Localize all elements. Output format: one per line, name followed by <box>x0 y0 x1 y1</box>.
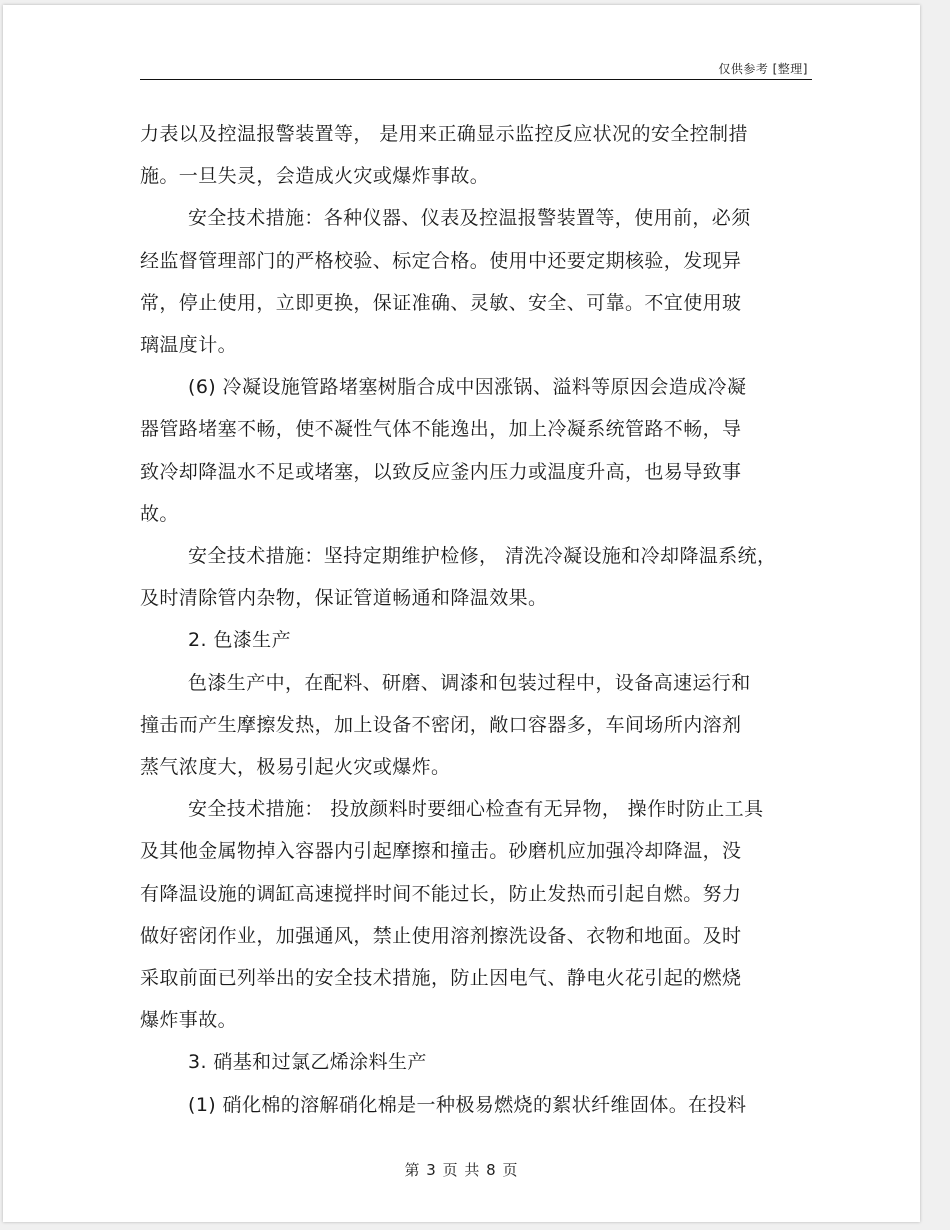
text-line: 色漆生产中，在配料、研磨、调漆和包装过程中，设备高速运行和 <box>188 672 751 694</box>
text-line: 故。 <box>140 503 179 525</box>
text-line: 常，停止使用，立即更换，保证准确、灵敏、安全、可靠。不宜使用玻 <box>140 292 742 314</box>
page-number-footer: 第 3 页 共 8 页 <box>404 1161 519 1179</box>
text-line: 力表以及控温报警装置等， 是用来正确显示监控反应状况的安全控制措 <box>140 123 748 145</box>
text-line: 安全技术措施：各种仪器、仪表及控温报警装置等，使用前，必须 <box>188 207 751 229</box>
text-line: 及时清除管内杂物，保证管道畅通和降温效果。 <box>140 587 548 609</box>
text-line: 璃温度计。 <box>140 334 238 356</box>
text-line: 安全技术措施：坚持定期维护检修， 清洗冷凝设施和冷却降温系统， <box>188 545 777 567</box>
text-line: 蒸气浓度大，极易引起火灾或爆炸。 <box>140 756 451 778</box>
text-line: 采取前面已列举出的安全技术措施，防止因电气、静电火花引起的燃烧 <box>140 967 742 989</box>
text-line: (6) 冷凝设施管路堵塞树脂合成中因涨锅、溢料等原因会造成冷凝 <box>188 376 747 398</box>
text-line: 安全技术措施： 投放颜料时要细心检查有无异物， 操作时防止工具 <box>188 798 764 820</box>
text-line: 经监督管理部门的严格校验、标定合格。使用中还要定期核验，发现异 <box>140 250 742 272</box>
document-page <box>3 5 920 1222</box>
text-line: 致冷却降温水不足或堵塞，以致反应釜内压力或温度升高，也易导致事 <box>140 461 742 483</box>
text-line: (1) 硝化棉的溶解硝化棉是一种极易燃烧的絮状纤维固体。在投料 <box>188 1094 747 1116</box>
section-heading: 2. 色漆生产 <box>188 629 291 651</box>
section-heading: 3. 硝基和过氯乙烯涂料生产 <box>188 1051 427 1073</box>
header-divider <box>140 79 812 80</box>
text-line: 有降温设施的调缸高速搅拌时间不能过长，防止发热而引起自燃。努力 <box>140 883 742 905</box>
text-line: 施。一旦失灵，会造成火灾或爆炸事故。 <box>140 165 490 187</box>
text-line: 器管路堵塞不畅，使不凝性气体不能逸出，加上冷凝系统管路不畅，导 <box>140 418 742 440</box>
text-line: 撞击而产生摩擦发热，加上设备不密闭，敞口容器多，车间场所内溶剂 <box>140 714 742 736</box>
text-line: 爆炸事故。 <box>140 1009 238 1031</box>
text-line: 做好密闭作业，加强通风，禁止使用溶剂擦洗设备、衣物和地面。及时 <box>140 925 742 947</box>
header-note: 仅供参考 [整理] <box>718 62 808 76</box>
text-line: 及其他金属物掉入容器内引起摩擦和撞击。砂磨机应加强冷却降温，没 <box>140 840 742 862</box>
